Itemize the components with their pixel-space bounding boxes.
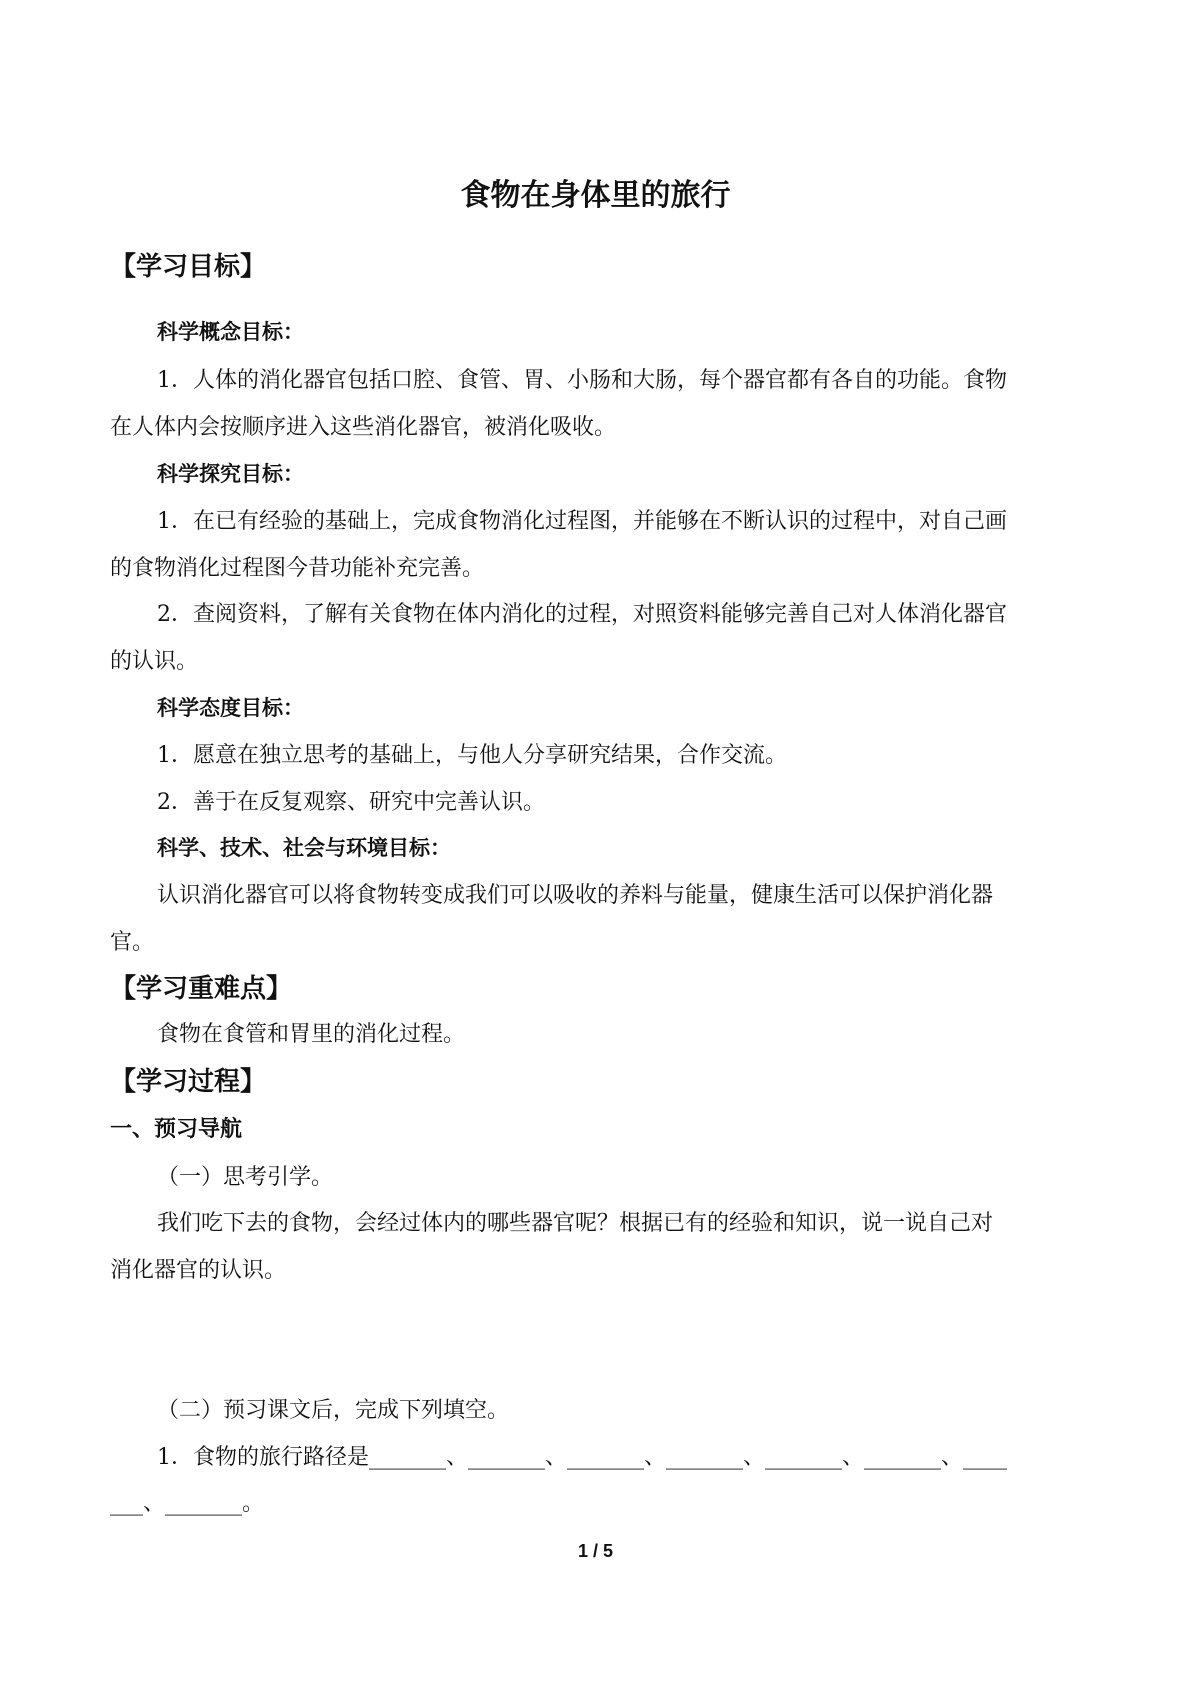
- attitude-objective-item-2: 2．善于在反复观察、研究中完善认识。: [157, 790, 545, 815]
- document-title: 食物在身体里的旅行: [460, 178, 731, 213]
- fill-blank-route-cont: ___、_______。: [110, 1491, 265, 1516]
- inquiry-objective-label: 科学探究目标：: [157, 462, 304, 486]
- step-think-text-cont: 消化器官的认识。: [110, 1258, 287, 1283]
- inquiry-objective-item-1: 1．在已有经验的基础上，完成食物消化过程图，并能够在不断认识的过程中，对自己画: [157, 509, 1007, 534]
- stse-objective-text-cont: 官。: [110, 930, 155, 955]
- step-fill-instruction: （二）预习课文后，完成下列填空。: [157, 1398, 510, 1423]
- page-number: 1 / 5: [577, 1541, 614, 1561]
- keypoints-text: 食物在食管和胃里的消化过程。: [157, 1022, 466, 1047]
- attitude-objective-item-1: 1．愿意在独立思考的基础上，与他人分享研究结果，合作交流。: [157, 743, 787, 768]
- part-heading-preview: 一、预习导航: [110, 1117, 243, 1142]
- stse-objective-label: 科学、技术、社会与环境目标：: [157, 836, 451, 860]
- inquiry-objective-item-2: 2．查阅资料，了解有关食物在体内消化的过程，对照资料能够完善自己对人体消化器官: [157, 602, 1007, 627]
- concept-objective-text: 1．人体的消化器官包括口腔、食管、胃、小肠和大肠，每个器官都有各自的功能。食物: [157, 368, 1007, 393]
- concept-objective-label: 科学概念目标：: [157, 320, 304, 344]
- inquiry-objective-item-2-cont: 的认识。: [110, 649, 199, 674]
- section-heading-keypoints: 【学习重难点】: [110, 974, 293, 1004]
- fill-blank-route: 1．食物的旅行路径是_______、_______、_______、_______、_______、_______、____: [157, 1445, 1007, 1470]
- section-heading-process: 【学习过程】: [110, 1067, 267, 1097]
- section-heading-objectives: 【学习目标】: [110, 252, 267, 282]
- attitude-objective-label: 科学态度目标：: [157, 696, 304, 720]
- inquiry-objective-item-1-cont: 的食物消化过程图今昔功能补充完善。: [110, 556, 485, 581]
- concept-objective-text-cont: 在人体内会按顺序进入这些消化器官，被消化吸收。: [110, 415, 617, 440]
- step-think: （一）思考引学。: [157, 1165, 334, 1190]
- step-think-text: 我们吃下去的食物，会经过体内的哪些器官呢？根据已有的经验和知识，说一说自己对: [157, 1211, 994, 1236]
- stse-objective-text: 认识消化器官可以将食物转变成我们可以吸收的养料与能量，健康生活可以保护消化器: [157, 883, 994, 908]
